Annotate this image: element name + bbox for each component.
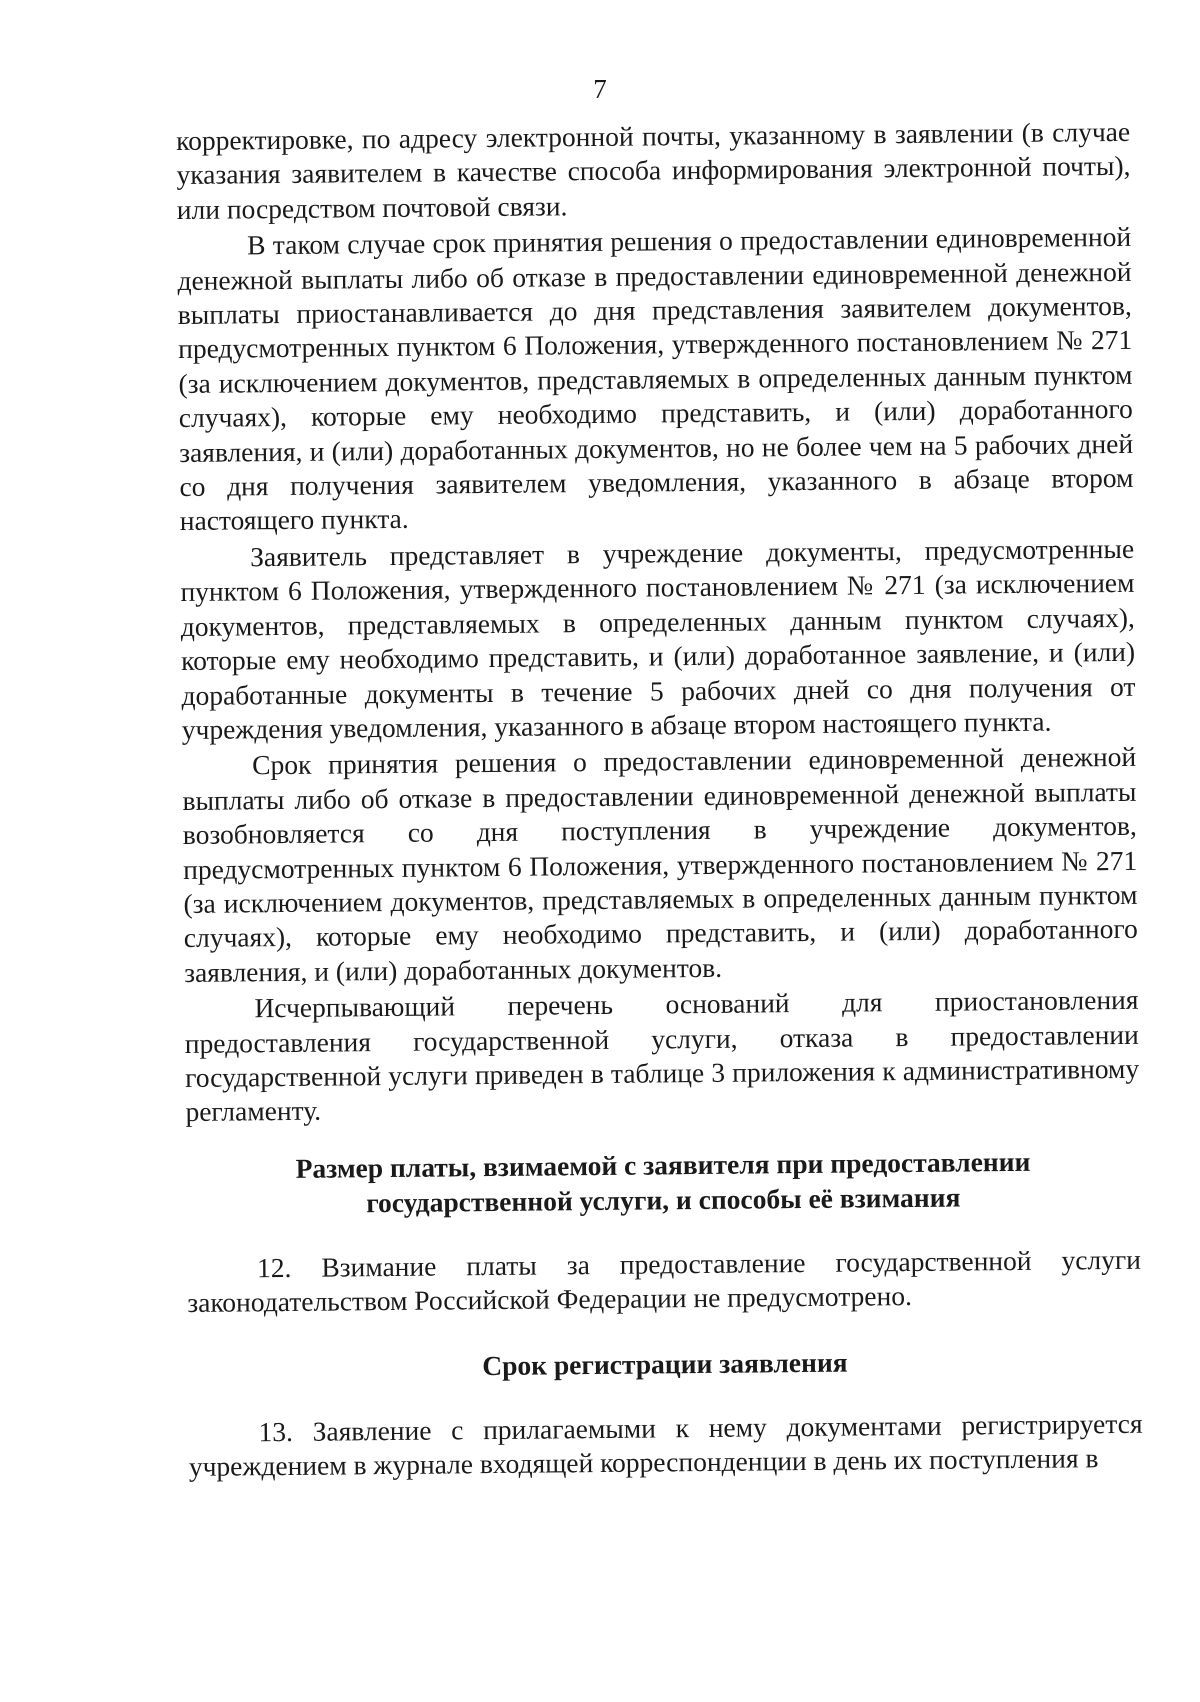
section-heading-fee-line2: государственной услуги, и способы её взимания <box>366 1181 961 1219</box>
section-heading-fee-line1: Размер платы, взимаемой с заявителя при предоставлении <box>295 1145 1031 1184</box>
paragraph-suspension: В таком случае срок принятия решения о предоставлении единовременной денежной выплаты либо об отказе в предоставлении единовременной денежной выплаты приостанавливается до дня представления заявителем документов, предусмотренных пунктом 6 Положения, утвержденного постановлением № 271 (за исключением документов, представляемых в определенных данным пунктом случаях), которые ему необходимо представить, и (или) доработанного заявления, и (или) доработанных документов, но не более чем на 5 рабочих дней со дня получения заявителем уведомления, указанного в абзаце втором настоящего пункта. <box>177 221 1134 537</box>
page-number: 7 <box>593 74 607 104</box>
document-body <box>176 115 1143 1485</box>
paragraph-resumption: Срок принятия решения о предоставлении единовременной денежной выплаты либо об отказе в предоставлении единовременной денежной выплаты возобновляется со дня поступления в учреждение документов, предусмотренных пунктом 6 Положения, утвержденного постановлением № 271 (за исключением документов, представляемых в определенных данным пунктом случаях), которые ему необходимо представить, и (или) доработанного заявления, и (или) доработанных документов. <box>182 741 1138 988</box>
paragraph-fee: 12. Взимание платы за предоставление государственной услуги законодательством Российской Федерации не предусмотрено. <box>187 1243 1142 1319</box>
paragraph-applicant-submission: Заявитель представляет в учреждение документы, предусмотренные пунктом 6 Положения, утвержденного постановлением № 271 (за исключением документов, представляемых в определенных данным пунктом случаях), которые ему необходимо представить, и (или) доработанное заявление, и (или) доработанные документы в течение 5 рабочих дней со дня получения от учреждения уведомления, указанного в абзаце втором настоящего пункта. <box>180 532 1136 745</box>
section-heading-registration: Срок регистрации заявления <box>482 1346 848 1381</box>
paragraph-grounds-list: Исчерпывающий перечень оснований для приостановления предоставления государственной услуги, отказа в предоставлении государственной услуги приведен в таблице 3 приложения к административному регламенту. <box>184 983 1140 1128</box>
section-heading-fee <box>186 1143 1141 1222</box>
paragraph-registration: 13. Заявление с прилагаемыми к нему документами регистрируется учреждением в журнале входящей корреспонденции в день их поступления в <box>188 1407 1143 1482</box>
paragraph-continuation: корректировке, по адресу электронной почты, указанному в заявлении (в случае указания заявителем в качестве способа информирования электронной почты), или посредством почтовой связи. <box>176 115 1131 225</box>
